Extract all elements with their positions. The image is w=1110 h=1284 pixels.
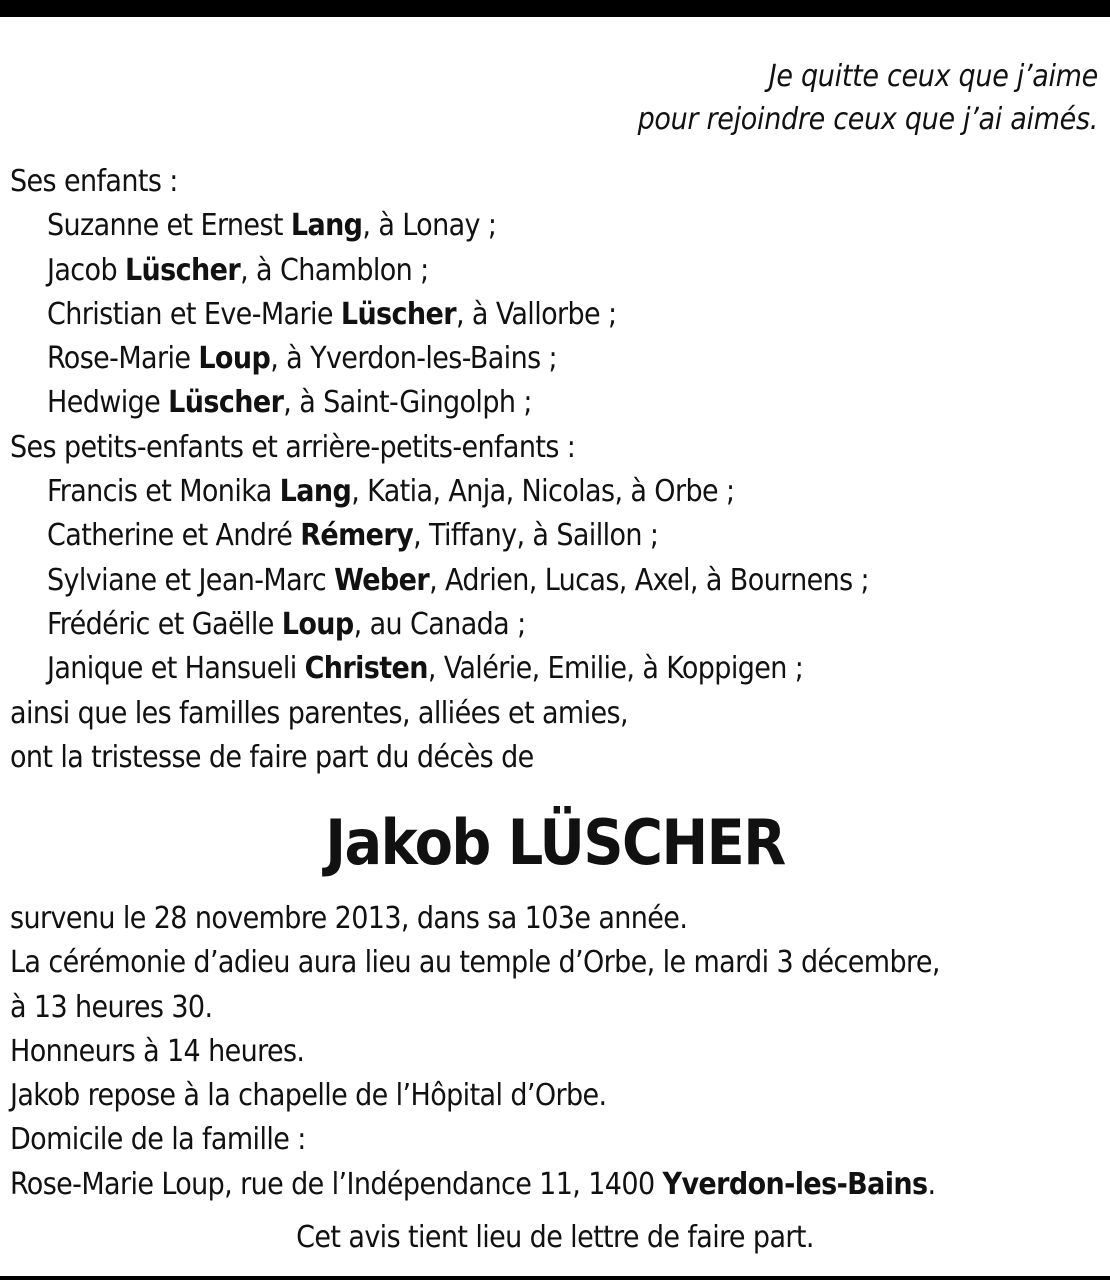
surname: Christen [304, 651, 428, 687]
surname: Lang [279, 474, 352, 510]
surname: Loup [198, 341, 271, 377]
death-details [10, 897, 1105, 1207]
closing-families: ainsi que les familles parentes, alliées et amies, [10, 695, 628, 731]
domicile-label: Domicile de la famille : [10, 1122, 306, 1158]
child-entry: Jacob Lüscher, à Chamblon ; [47, 252, 429, 288]
grandchild-entry: Francis et Monika Lang, Katia, Anja, Nicolas, à Orbe ; [47, 474, 735, 510]
honours-line: Honneurs à 14 heures. [10, 1033, 305, 1069]
grandchild-entry: Frédéric et Gaëlle Loup, au Canada ; [47, 606, 526, 642]
grandchild-entry: Janique et Hansueli Christen, Valérie, Emilie, à Koppigen ; [47, 651, 804, 687]
ceremony-line: La cérémonie d’adieu aura lieu au temple d’Orbe, le mardi 3 décembre, [10, 945, 940, 981]
child-entry: Hedwige Lüscher, à Saint-Gingolph ; [47, 385, 532, 421]
surname: Lüscher [124, 252, 241, 288]
address-city: Yverdon-les-Bains [662, 1166, 928, 1202]
epigraph-line-1: Je quitte ceux que j’aime [768, 59, 1098, 94]
children-heading: Ses enfants : [10, 164, 178, 199]
family-address: Rose-Marie Loup, rue de l’Indépendance 11, 1400 Yverdon-les-Bains. [10, 1166, 936, 1202]
epigraph-line-2: pour rejoindre ceux que j’ai aimés. [637, 102, 1098, 137]
surname: Lang [290, 208, 363, 244]
child-entry: Christian et Eve-Marie Lüscher, à Vallorbe ; [47, 296, 617, 332]
surname: Lüscher [168, 385, 284, 421]
rest-line: Jakob repose à la chapelle de l’Hôpital d’Orbe. [10, 1078, 607, 1114]
ceremony-time: à 13 heures 30. [10, 989, 213, 1025]
surname: Weber [334, 562, 430, 598]
deceased-name: Jakob LÜSCHER [325, 806, 785, 879]
surname: Lüscher [340, 296, 456, 332]
grandchild-entry: Catherine et André Rémery, Tiffany, à Saillon ; [47, 518, 659, 554]
grandchild-entry: Sylviane et Jean-Marc Weber, Adrien, Lucas, Axel, à Bournens ; [47, 562, 870, 598]
surname: Loup [281, 606, 354, 642]
bottom-border-rule [0, 1276, 1110, 1280]
child-entry: Rose-Marie Loup, à Yverdon-les-Bains ; [47, 341, 558, 377]
announcement-text: ont la tristesse de faire part du décès de [10, 739, 534, 775]
family-list [10, 160, 1105, 780]
footer-note: Cet avis tient lieu de lettre de faire part. [296, 1220, 814, 1255]
child-entry: Suzanne et Ernest Lang, à Lonay ; [47, 208, 497, 244]
grandchildren-heading: Ses petits-enfants et arrière-petits-enfants : [10, 429, 576, 465]
epigraph [638, 55, 1098, 141]
surname: Rémery [300, 518, 414, 554]
date-line: survenu le 28 novembre 2013, dans sa 103e année. [10, 901, 688, 936]
top-border-rule [0, 0, 1110, 17]
